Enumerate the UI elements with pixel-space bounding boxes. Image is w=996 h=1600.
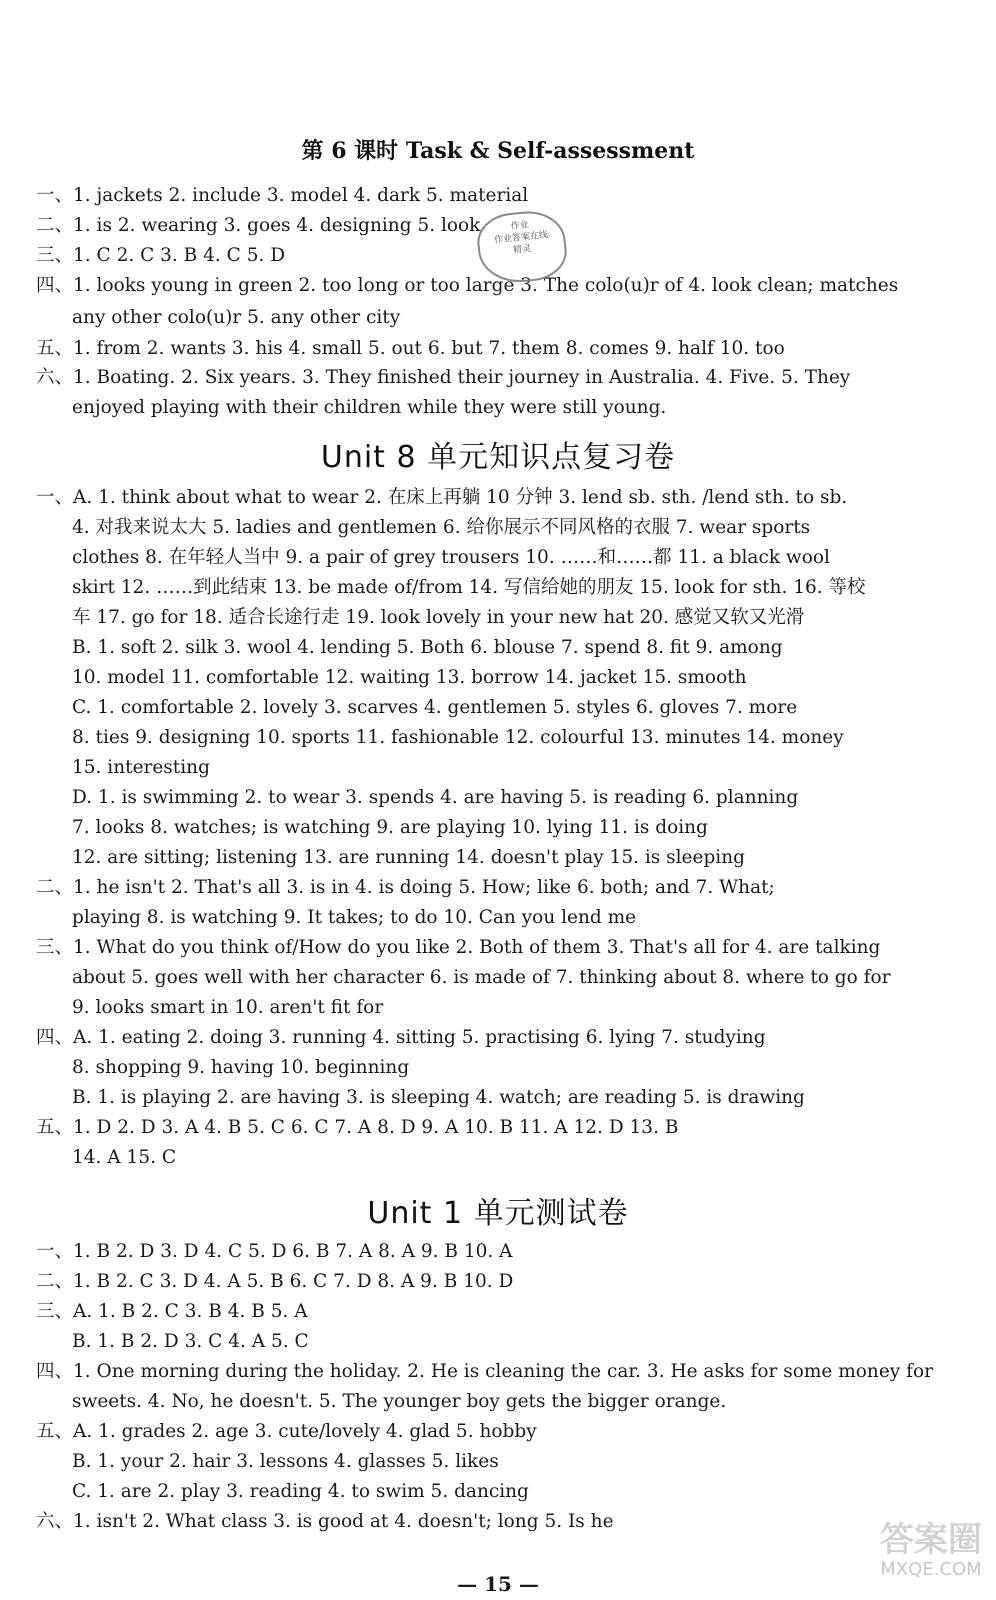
answer-line-41: 六、1. isn't 2. What class 3. is good at 4. doesn't; long 5. Is he — [36, 1511, 614, 1532]
stamp-line-3: 精灵 — [512, 244, 532, 256]
answer-line-23: playing 8. is watching 9. It takes; to do 10. Can you lend me — [72, 907, 637, 928]
page-number: — 15 — — [457, 1572, 539, 1596]
answer-line-9: 一、A. 1. think about what to wear 2. 在床上再躺 10 分钟 3. lend sb. sth. /lend sth. to sb. — [36, 487, 848, 508]
answer-line-33: 二、1. B 2. C 3. D 4. A 5. B 6. C 7. D 8. A 9. B 10. D — [36, 1271, 514, 1292]
answer-line-27: 四、A. 1. eating 2. doing 3. running 4. sitting 5. practising 6. lying 7. studying — [36, 1027, 766, 1048]
answer-line-14: B. 1. soft 2. silk 3. wool 4. lending 5. Both 6. blouse 7. spend 8. fit 9. among — [72, 637, 783, 658]
answer-line-35: B. 1. B 2. D 3. C 4. A 5. C — [72, 1331, 309, 1352]
answer-line-2: 二、1. is 2. wearing 3. goes 4. designing 5. look — [36, 215, 481, 236]
answer-line-40: C. 1. are 2. play 3. reading 4. to swim 5. dancing — [72, 1481, 529, 1502]
answer-line-5: any other colo(u)r 5. any other city — [72, 307, 401, 328]
answer-line-38: 五、A. 1. grades 2. age 3. cute/lovely 4. glad 5. hobby — [36, 1421, 537, 1442]
watermark-url: MXQE.COM — [880, 1559, 982, 1580]
watermark-title: 答案圈 — [880, 1520, 982, 1560]
answer-line-30: 五、1. D 2. D 3. A 4. B 5. C 6. C 7. A 8. D 9. A 10. B 11. A 12. D 13. B — [36, 1117, 679, 1138]
answer-line-22: 二、1. he isn't 2. That's all 3. is in 4. is doing 5. How; like 6. both; and 7. What; — [36, 877, 775, 898]
answer-line-17: 8. ties 9. designing 10. sports 11. fashionable 12. colourful 13. minutes 14. money — [72, 727, 844, 748]
answer-line-25: about 5. goes well with her character 6. is made of 7. thinking about 8. where to go for — [72, 967, 891, 988]
answer-line-16: C. 1. comfortable 2. lovely 3. scarves 4. gentlemen 5. styles 6. gloves 7. more — [72, 697, 798, 718]
answer-line-15: 10. model 11. comfortable 12. waiting 13. borrow 14. jacket 15. smooth — [72, 667, 747, 688]
answer-line-19: D. 1. is swimming 2. to wear 3. spends 4. are having 5. is reading 6. planning — [72, 787, 799, 808]
answer-line-4: 四、1. looks young in green 2. too long or too large 3. The colo(u)r of 4. look clean; matches — [36, 275, 899, 296]
answer-line-24: 三、1. What do you think of/How do you like 2. Both of them 3. That's all for 4. are talking — [36, 937, 881, 958]
answer-line-32: 一、1. B 2. D 3. D 4. C 5. D 6. B 7. A 8. A 9. B 10. A — [36, 1241, 513, 1262]
answer-line-37: sweets. 4. No, he doesn't. 5. The younger boy gets the bigger orange. — [72, 1391, 727, 1412]
answer-line-3: 三、1. C 2. C 3. B 4. C 5. D — [36, 245, 286, 266]
answer-line-6: 五、1. from 2. wants 3. his 4. small 5. out 6. but 7. them 8. comes 9. half 10. too — [36, 338, 785, 359]
stamp-line-2: 作业答案在线 — [493, 230, 549, 246]
answer-line-12: skirt 12. ……到此结束 13. be made of/from 14. 写信给她的朋友 15. look for sth. 16. 等校 — [72, 577, 866, 598]
answer-line-10: 4. 对我来说太大 5. ladies and gentlemen 6. 给你展示不同风格的衣服 7. wear sports — [72, 517, 811, 538]
answer-line-8: enjoyed playing with their children while they were still young. — [72, 397, 667, 418]
answer-line-1: 一、1. jackets 2. include 3. model 4. dark 5. material — [36, 185, 529, 206]
answer-line-7: 六、1. Boating. 2. Six years. 3. They finished their journey in Australia. 4. Five. 5. They — [36, 367, 851, 388]
answer-line-36: 四、1. One morning during the holiday. 2. He is cleaning the car. 3. He asks for some money for — [36, 1361, 933, 1382]
answer-line-21: 12. are sitting; listening 13. are running 14. doesn't play 15. is sleeping — [72, 847, 745, 868]
answer-line-29: B. 1. is playing 2. are having 3. is sleeping 4. watch; are reading 5. is drawing — [72, 1087, 805, 1108]
answer-line-39: B. 1. your 2. hair 3. lessons 4. glasses 5. likes — [72, 1451, 499, 1472]
answer-line-13: 车 17. go for 18. 适合长途行走 19. look lovely in your new hat 20. 感觉又软又光滑 — [72, 607, 805, 628]
watermark-logo — [880, 1520, 982, 1580]
answer-line-26: 9. looks smart in 10. aren't fit for — [72, 997, 384, 1018]
answer-line-31: 14. A 15. C — [72, 1147, 176, 1168]
answer-line-18: 15. interesting — [72, 757, 210, 778]
stamp-line-1: 作业 — [510, 220, 530, 233]
heading-unit8: Unit 8 单元知识点复习卷 — [320, 440, 676, 475]
answer-line-11: clothes 8. 在年轻人当中 9. a pair of grey trousers 10. ……和……都 11. a black wool — [72, 547, 830, 568]
answer-line-28: 8. shopping 9. having 10. beginning — [72, 1057, 410, 1078]
answer-line-34: 三、A. 1. B 2. C 3. B 4. B 5. A — [36, 1301, 308, 1322]
heading-unit1: Unit 1 单元测试卷 — [367, 1196, 629, 1231]
heading-lesson6: 第 6 课时 Task & Self-assessment — [301, 138, 695, 164]
answer-line-20: 7. looks 8. watches; is watching 9. are playing 10. lying 11. is doing — [72, 817, 708, 838]
